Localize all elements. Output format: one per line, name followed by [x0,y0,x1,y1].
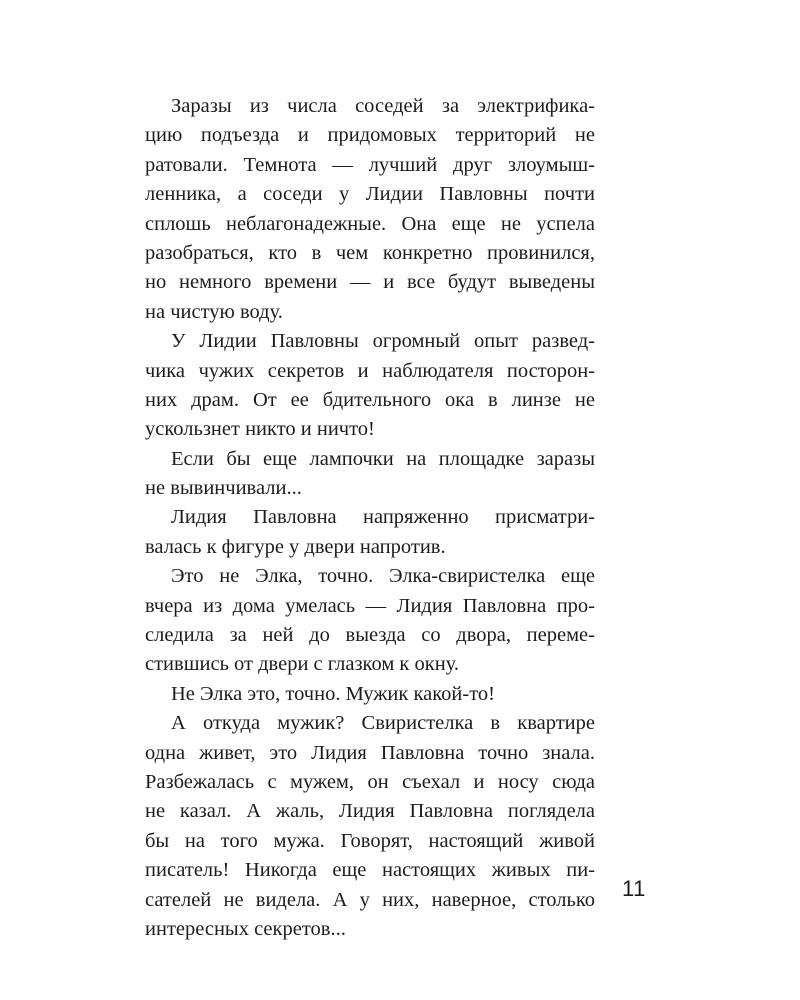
text-line: ускользнет никто и ничто! [145,418,375,441]
text-line: Это не Элка, точно. Элка-свиристелка еще [171,565,595,588]
text-line: сплошь неблагонадежные. Она еще не успела [145,212,595,235]
text-line: одна живет, это Лидия Павловна точно знала. [145,741,595,764]
text-line: сателей не видела. А у них, наверное, столько [145,888,595,911]
text-line: не вывинчивали... [145,477,302,500]
text-line: следила за ней до выезда со двора, переме- [145,624,595,647]
text-line: У Лидии Павловны огромный опыт развед- [171,330,595,353]
text-line: но немного времени — и все будут выведены [145,271,595,294]
text-line: Не Элка это, точно. Мужик какой-то! [171,682,495,705]
text-line: интересных секретов... [145,917,346,940]
text-line: не казал. А жаль, Лидия Павловна поглядела [145,800,595,823]
text-line: Заразы из числа соседей за электрифика- [171,95,595,117]
body-text [145,92,595,944]
text-line: ратовали. Темнота — лучший друг злоумыш- [145,153,595,176]
text-line: цию подъезда и придомовых территорий не [145,124,595,147]
text-line: них драм. От ее бдительного ока в линзе не [145,388,595,411]
text-line: валась к фигуре у двери напротив. [145,535,446,558]
text-line: ленника, а соседи у Лидии Павловны почти [145,183,595,206]
page-number: 11 [622,876,646,901]
text-line: писатель! Никогда еще настоящих живых пи- [145,859,595,882]
text-line: вчера из дома умелась — Лидия Павловна про- [145,594,595,617]
text-line: Лидия Павловна напряженно присматри- [171,506,595,529]
text-line: бы на того мужа. Говорят, настоящий живой [145,829,595,852]
text-line: стившись от двери с глазком к окну. [145,653,460,676]
text-line: разобраться, кто в чем конкретно провинился, [145,241,595,264]
text-line: Разбежалась с мужем, он съехал и носу сюда [145,770,595,793]
text-line: чика чужих секретов и наблюдателя посторон- [145,359,595,382]
text-line: Если бы еще лампочки на площадке заразы [171,447,595,470]
text-line: А откуда мужик? Свиристелка в квартире [171,712,595,735]
text-line: на чистую воду. [145,300,283,323]
